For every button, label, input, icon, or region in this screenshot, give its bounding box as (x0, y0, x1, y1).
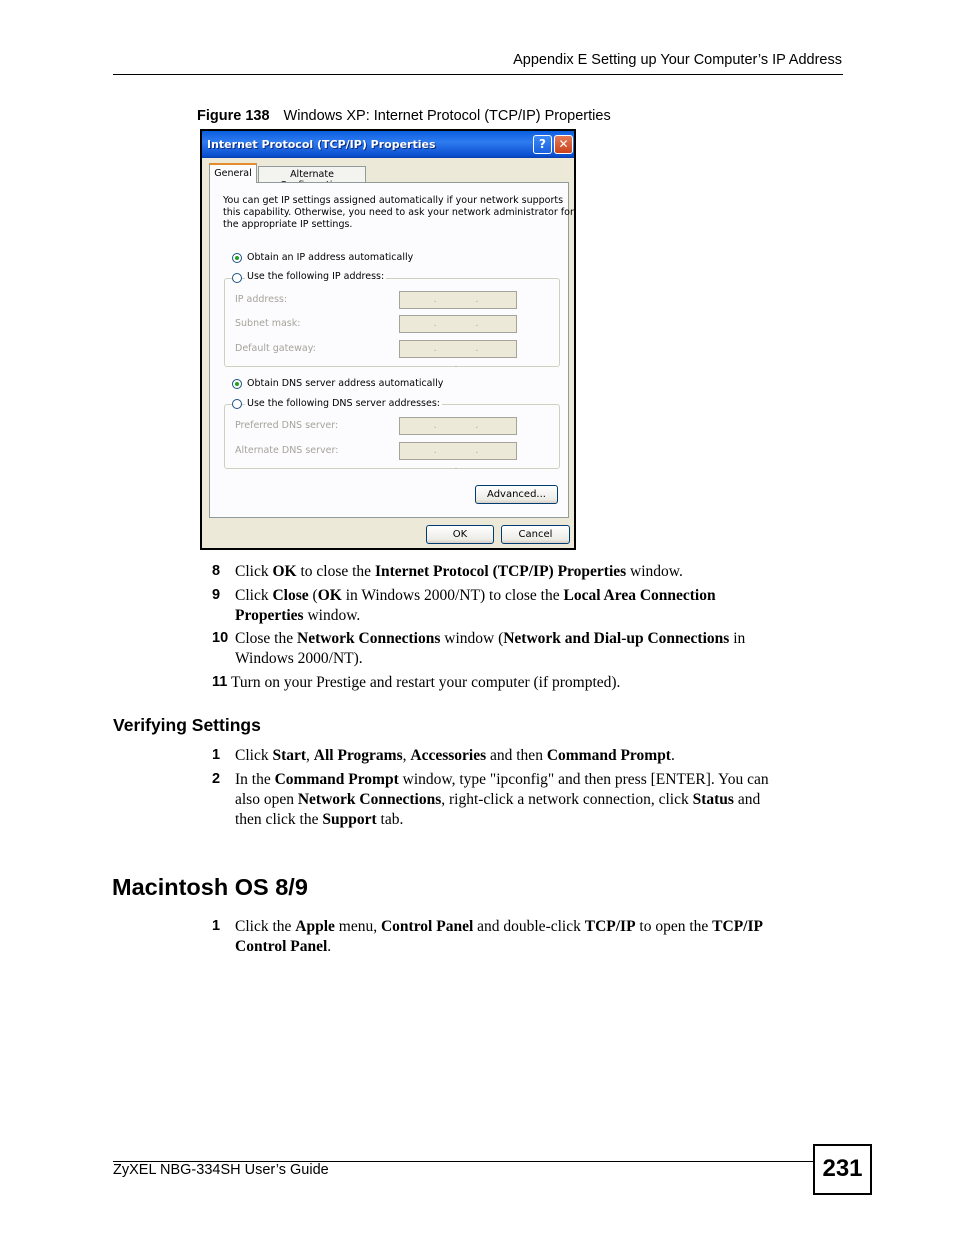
text-run: menu, (334, 918, 381, 935)
header-rule (113, 74, 843, 75)
text-run: . (670, 747, 675, 764)
step-number: 1 (212, 918, 221, 934)
step-number: 2 (212, 771, 221, 787)
text-run: In the (235, 771, 275, 788)
text-run: , right-click a network connection, click (441, 791, 693, 808)
bold-term: OK (317, 587, 342, 604)
macintosh-heading: Macintosh OS 8/9 (112, 874, 308, 900)
step-text (235, 629, 745, 669)
text-run: in (729, 630, 746, 647)
use-dns-radio[interactable] (232, 399, 242, 409)
text-run: and (733, 791, 761, 808)
text-run: to close the (296, 563, 375, 580)
alternate-dns-label: Alternate DNS server: (235, 445, 339, 456)
obtain-ip-label: Obtain an IP address automatically (247, 252, 414, 263)
page-number: 231 (813, 1144, 872, 1195)
text-run: . (327, 938, 332, 955)
bold-term: Start (272, 747, 307, 764)
step-text (231, 673, 620, 693)
alternate-dns-field[interactable]: . . . (399, 442, 517, 460)
text-run: Click (235, 563, 273, 580)
subnet-mask-field[interactable]: . . (399, 315, 517, 333)
obtain-ip-radio[interactable] (232, 253, 242, 263)
bold-term: Properties (235, 607, 304, 624)
text-run: Windows 2000/NT). (235, 650, 363, 667)
intro-line: You can get IP settings assigned automatically if your network supports (223, 195, 564, 206)
use-dns-label: Use the following DNS server addresses: (247, 398, 440, 409)
text-run: window. (303, 607, 361, 624)
text-run: Close the (235, 630, 297, 647)
ok-button[interactable]: OK (426, 525, 494, 544)
bold-term: Apple (295, 918, 335, 935)
text-run: Turn on your Prestige and restart your computer (if prompted). (231, 674, 621, 691)
dialog-title: Internet Protocol (TCP/IP) Properties (207, 138, 436, 151)
use-ip-radio[interactable] (232, 273, 242, 283)
step-text (235, 917, 763, 957)
step-text (235, 746, 675, 766)
step-number: 10 (212, 630, 229, 646)
step-number: 1 (212, 747, 221, 763)
text-run: Click (235, 587, 273, 604)
intro-line: this capability. Otherwise, you need to ask your network administrator for (223, 207, 574, 218)
step-number: 8 (212, 563, 221, 579)
text-run: Click the (235, 918, 296, 935)
bold-term: Status (692, 791, 734, 808)
text-run: window, type "ipconfig" and then press [ENTER]. You can (398, 771, 769, 788)
ip-address-label: IP address: (235, 294, 288, 305)
text-run: and double-click (473, 918, 585, 935)
bold-term: Control Panel (380, 918, 474, 935)
bold-term: TCP/IP (712, 918, 763, 935)
text-run: , (402, 747, 411, 764)
subnet-mask-label: Subnet mask: (235, 318, 301, 329)
text-run: ( (308, 587, 318, 604)
verifying-settings-heading: Verifying Settings (113, 715, 261, 735)
default-gateway-label: Default gateway: (235, 343, 316, 354)
bold-term: Support (322, 811, 377, 828)
figure-label: Figure 138 (197, 108, 270, 124)
bold-term: Command Prompt (546, 747, 671, 764)
step-text (235, 770, 769, 830)
intro-line: the appropriate IP settings. (223, 219, 353, 230)
footer-guide-title: ZyXEL NBG-334SH User’s Guide (113, 1162, 329, 1178)
bold-term: All Programs (313, 747, 403, 764)
cancel-button[interactable]: Cancel (501, 525, 570, 544)
bold-term: Internet Protocol (TCP/IP) Properties (374, 563, 627, 580)
step-number: 11 (212, 674, 228, 690)
text-run: window ( (440, 630, 504, 647)
dialog-titlebar (202, 131, 574, 158)
bold-term: Network Connections (297, 630, 441, 647)
bold-term: Command Prompt (274, 771, 399, 788)
bold-term: Network and Dial-up Connections (503, 630, 730, 647)
bold-term: Local Area Connection (563, 587, 716, 604)
text-run: then click the (235, 811, 323, 828)
text-run: window. (626, 563, 683, 580)
text-run: tab. (376, 811, 404, 828)
preferred-dns-label: Preferred DNS server: (235, 420, 339, 431)
text-run: to open the (635, 918, 713, 935)
close-icon[interactable]: ✕ (554, 135, 573, 154)
bold-term: Accessories (410, 747, 487, 764)
default-gateway-field[interactable]: . . . (399, 340, 517, 358)
running-header: Appendix E Setting up Your Computer’s IP Address (513, 52, 842, 68)
text-run: Click (235, 747, 273, 764)
text-run: , (306, 747, 314, 764)
text-run: in Windows 2000/NT) to close the (341, 587, 564, 604)
ip-address-field[interactable]: . . (399, 291, 517, 309)
bold-term: OK (272, 563, 297, 580)
figure-caption (197, 108, 611, 124)
bold-term: Network Connections (297, 791, 442, 808)
tcpip-properties-dialog (200, 129, 576, 550)
obtain-dns-label: Obtain DNS server address automatically (247, 378, 444, 389)
general-tab-panel (209, 182, 574, 518)
obtain-dns-radio[interactable] (232, 379, 242, 389)
text-run: and then (486, 747, 547, 764)
use-ip-label: Use the following IP address: (247, 271, 385, 282)
step-text (235, 562, 683, 582)
step-number: 9 (212, 587, 221, 603)
bold-term: TCP/IP (584, 918, 636, 935)
tab-alternate-configuration[interactable]: Alternate (258, 166, 366, 183)
advanced-button[interactable]: Advanced... (475, 485, 558, 504)
figure-caption-text: Windows XP: Internet Protocol (TCP/IP) Properties (283, 108, 611, 124)
text-run: also open (235, 791, 298, 808)
tab-general[interactable]: General (209, 163, 257, 183)
step-text (235, 586, 716, 626)
help-icon[interactable]: ? (533, 135, 552, 154)
bold-term: Close (272, 587, 309, 604)
preferred-dns-field[interactable]: . . (399, 417, 517, 435)
bold-term: Control Panel (235, 938, 328, 955)
